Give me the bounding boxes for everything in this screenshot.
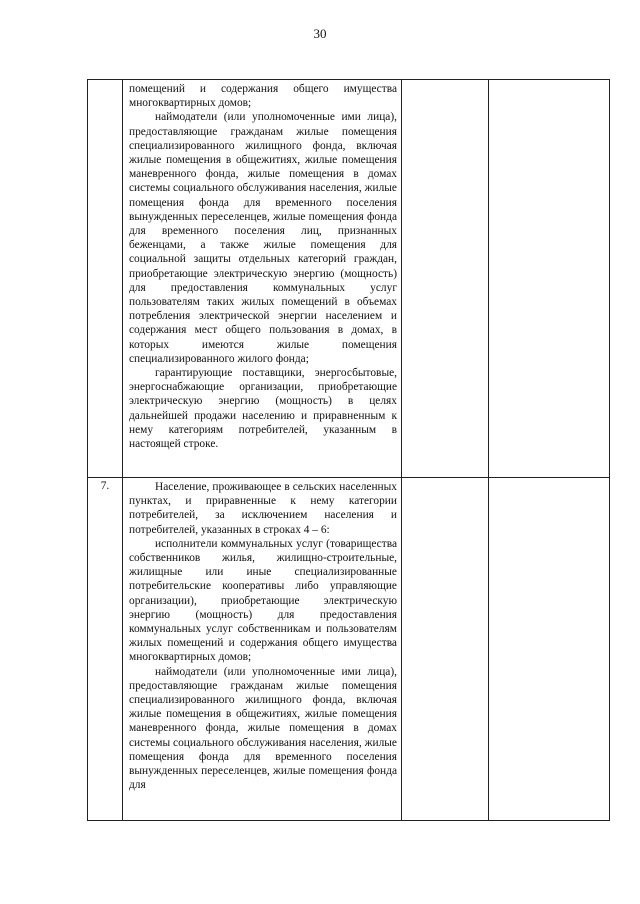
row-text-cell	[123, 478, 402, 821]
table-row	[88, 478, 610, 821]
paragraph: помещений и содержания общего имущества многоквартирных домов;	[129, 83, 397, 110]
paragraph: гарантирующие поставщики, энергосбытовые, энергоснабжающие организации, приобретающие электрическую энергию (мощность) в целях дальнейшей продажи населению и приравненным к нему категориям потребителей, указанным в настоящей строке.	[129, 367, 397, 451]
paragraph: наймодатели (или уполномоченные ими лица), предоставляющие гражданам жилые помещения специализированного жилищного фонда, включая жилые помещения в общежитиях, жилые помещения маневренного фонда, жилые помещения в домах системы социального обслуживания населения, жилые помещения фонда для временного поселения вынужденных переселенцев, жилые помещения фонда для временного поселения лиц, признанных беженцами, а также жилые помещения для социальной защиты отдельных категорий граждан, приобретающие электрическую энергию (мощность) для предоставления коммунальных услуг пользователям таких жилых помещений в объемах потребления электрической энергии населением и содержания мест общего пользования в домах, в которых имеются жилые помещения специализированного жилого фонда;	[129, 111, 397, 365]
paragraph: Население, проживающее в сельских населенных пунктах, и приравненные к нему категории потребителей, за исключением населения и потребителей, указанных в строках 4 – 6:	[129, 481, 397, 536]
empty-value-cell	[402, 478, 489, 821]
empty-value-cell	[402, 80, 489, 478]
page-number: 30	[313, 26, 327, 41]
tariff-table	[87, 79, 610, 821]
row-number-cell	[88, 80, 123, 478]
row-number-cell: 7.	[88, 478, 123, 821]
empty-value-cell	[489, 80, 610, 478]
row-text-cell	[123, 80, 402, 478]
paragraph: наймодатели (или уполномоченные ими лица), предоставляющие гражданам жилые помещения специализированного жилищного фонда, включая жилые помещения в общежитиях, жилые помещения маневренного фонда, жилые помещения в домах системы социального обслуживания населения, жилые помещения фонда для временного поселения вынужденных переселенцев, жилые помещения фонда для	[129, 665, 397, 792]
empty-value-cell	[489, 478, 610, 821]
paragraph: исполнители коммунальных услуг (товарищества собственников жилья, жилищно-строительные, жилищные или иные специализированные потребительские кооперативы либо управляющие организации), приобретающие электрическую энергию (мощность) для предоставления коммунальных услуг собственникам и пользователям жилых помещений и содержания общего имущества многоквартирных домов;	[129, 537, 397, 664]
table-row	[88, 80, 610, 478]
